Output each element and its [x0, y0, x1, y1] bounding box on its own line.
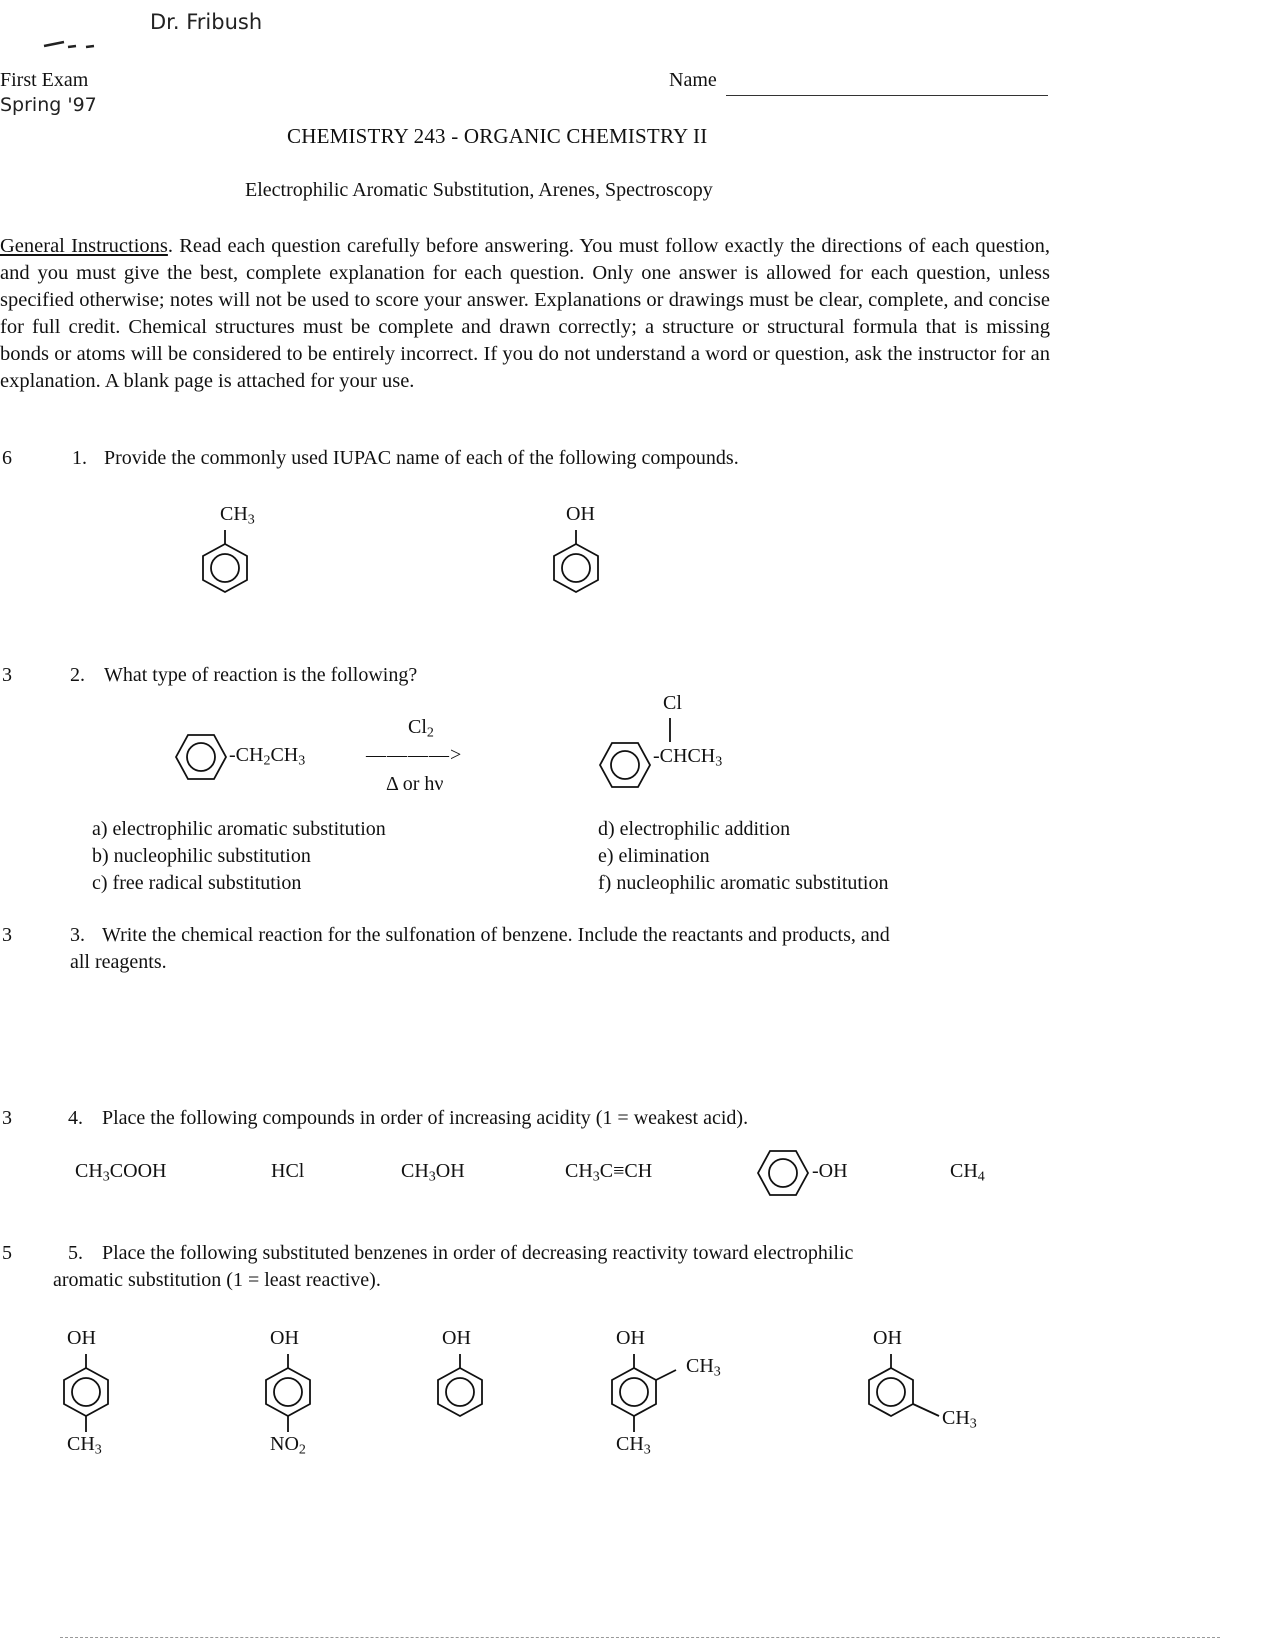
q3-number: 3. [70, 924, 85, 946]
reagent-label: $Cl_2$ [408, 716, 434, 741]
instructor-note: Dr. Fribush [150, 10, 263, 34]
m4-ch3-para-label: $CH_3$ [616, 1433, 651, 1458]
m5-ch3-label: $CH_3$ [942, 1407, 977, 1432]
q4-compound-acetic-acid: $CH_3COOH$ [75, 1160, 167, 1185]
q1-mol-a-label: $CH_3$ [220, 503, 255, 528]
instructions-text: . Read each question carefully before answering. You must follow exactly the directions of each question, and you must give the best, complete explanation for each question. Only one answer is allowed for each question, unless specified otherwise; notes will not be used to score your answer. Explanations or drawings must be clear, complete, and concise for full credit. Chemical structures must be complete and drawn correctly; a structure or structural formula that is missing bonds or atoms will be considered to be entirely incorrect. If you do not understand a word or question, ask the instructor for an explanation. A blank page is attached for your use. [0, 235, 1051, 392]
q1-points: 6 [2, 447, 12, 469]
q1-number: 1. [72, 447, 87, 469]
q1-mol-b-label: OH [566, 503, 595, 525]
pen-mark [42, 38, 122, 57]
topics-subtitle: Electrophilic Aromatic Substitution, Arenes, Spectroscopy [245, 179, 713, 201]
phenol-structure [546, 528, 606, 603]
dimethylphenol-structure [604, 1352, 694, 1442]
product-label: $-CHCH_3$ [653, 745, 723, 770]
q4-number: 4. [68, 1107, 83, 1129]
product-cl-label: Cl [663, 692, 682, 714]
q4-compound-methane: $CH_4$ [950, 1160, 985, 1185]
product-ring [590, 735, 660, 795]
toluene-structure [195, 528, 255, 603]
p-nitrophenol-structure [258, 1352, 318, 1442]
q2-points: 3 [2, 664, 12, 686]
choice-a: a) electrophilic aromatic substitution [92, 818, 386, 840]
q5-line1: Place the following substituted benzenes in order of decreasing reactivity toward electrophilic [102, 1242, 854, 1264]
instructions-heading: General Instructions [0, 235, 168, 257]
q4-phenol-ring [748, 1143, 818, 1203]
q4-compound-hcl: HCl [271, 1160, 305, 1182]
ethylbenzene-ring [166, 727, 236, 787]
choice-f: f) nucleophilic aromatic substitution [598, 872, 889, 894]
q4-points: 3 [2, 1107, 12, 1129]
name-label: Name [669, 69, 717, 91]
m1-ch3-label: $CH_3$ [67, 1433, 102, 1458]
q4-compound-phenol: -OH [812, 1160, 848, 1182]
m4-ch3-ortho-label: $CH_3$ [686, 1355, 721, 1380]
reactant-label: $-CH_2CH_3$ [229, 744, 306, 769]
m5-oh-label: OH [873, 1327, 902, 1349]
q1-text: Provide the commonly used IUPAC name of each of the following compounds. [104, 447, 739, 469]
q3-points: 3 [2, 924, 12, 946]
course-title: CHEMISTRY 243 - ORGANIC CHEMISTRY II [287, 124, 708, 148]
choice-b: b) nucleophilic substitution [92, 845, 311, 867]
phenol-structure-q5 [430, 1352, 490, 1427]
m2-no2-label: $NO_2$ [270, 1433, 306, 1458]
exam-title: First Exam [0, 69, 89, 91]
m3-oh-label: OH [442, 1327, 471, 1349]
q2-text: What type of reaction is the following? [104, 664, 418, 686]
choice-c: c) free radical substitution [92, 872, 302, 894]
general-instructions [0, 233, 1050, 395]
m1-oh-label: OH [67, 1327, 96, 1349]
reaction-condition: Δ or hν [386, 773, 444, 795]
semester-note: Spring '97 [0, 94, 97, 116]
q4-compound-methanol: $CH_3OH$ [401, 1160, 465, 1185]
choice-e: e) elimination [598, 845, 710, 867]
q5-number: 5. [68, 1242, 83, 1264]
q3-line2: all reagents. [70, 951, 167, 973]
name-field-line[interactable] [726, 95, 1048, 96]
q3-line1: Write the chemical reaction for the sulfonation of benzene. Include the reactants and products, and [102, 924, 890, 946]
m4-oh-label: OH [616, 1327, 645, 1349]
p-cresol-structure [56, 1352, 116, 1442]
q5-line2: aromatic substitution (1 = least reactive). [53, 1269, 381, 1291]
product-cl-bond [665, 716, 675, 744]
footer-scan-line [60, 1637, 1220, 1638]
choice-d: d) electrophilic addition [598, 818, 791, 840]
q5-points: 5 [2, 1242, 12, 1264]
q4-compound-propyne: $CH_3C\equiv CH$ [565, 1160, 653, 1185]
m2-oh-label: OH [270, 1327, 299, 1349]
q2-number: 2. [70, 664, 85, 686]
q4-text: Place the following compounds in order of increasing acidity (1 = weakest acid). [102, 1107, 749, 1129]
reaction-arrow: ————> [366, 744, 463, 766]
